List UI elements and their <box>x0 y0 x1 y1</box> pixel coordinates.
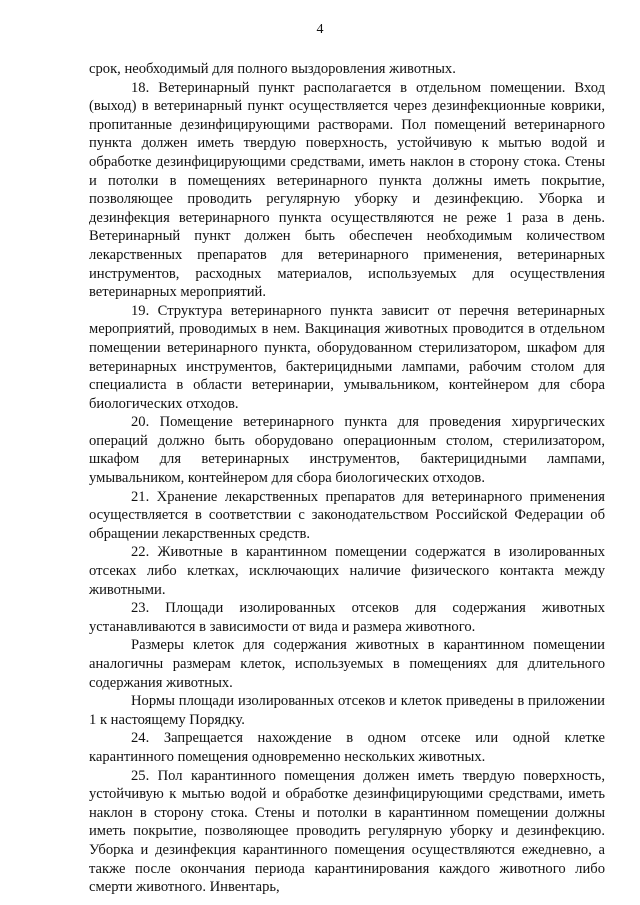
paragraph-area-norms: Нормы площади изолированных отсеков и клеток приведены в приложении 1 к настоящему Порядку. <box>89 693 605 728</box>
paragraph-19: 19. Структура ветеринарного пункта зависит от перечня ветеринарных мероприятий, проводимых в нем. Вакцинация животных проводится в отдельном помещении ветеринарного пункта, оборудованном стерилизатором, шкафом для ветеринарных инструментов, бактерицидными лампами, рабочим столом для специалиста в области ветеринарии, умывальником, контейнером для сбора биологических отходов. <box>89 302 605 412</box>
paragraph-25: 25. Пол карантинного помещения должен иметь твердую поверхность, устойчивую к мытью водой и обработке дезинфицирующими средствами, иметь наклон в сторону стока. Стены и потолки в карантинном помещении должны иметь покрытие, позволяющее проводить регулярную уборку и дезинфекцию. Уборка и дезинфекция карантинного помещения осуществляются ежедневно, а также после окончания периода карантинирования каждого животного либо смерти животного. Инвентарь, <box>89 767 605 896</box>
paragraph-24: 24. Запрещается нахождение в одном отсеке или одной клетке карантинного помещения одновременно нескольких животных. <box>89 730 605 765</box>
paragraph-23: 23. Площади изолированных отсеков для содержания животных устанавливаются в зависимости от вида и размера животного. <box>89 600 605 635</box>
paragraph-cage-sizes: Размеры клеток для содержания животных в карантинном помещении аналогичны размерам клеток, используемых в помещениях для длительного содержания животных. <box>89 637 605 691</box>
paragraph-20: 20. Помещение ветеринарного пункта для проведения хирургических операций должно быть оборудовано операционным столом, стерилизатором, шкафом для ветеринарных инструментов, бактерицидными лампами, умывальником, контейнером для сбора биологических отходов. <box>89 414 605 487</box>
paragraph-continuation: срок, необходимый для полного выздоровления животных. <box>89 61 456 77</box>
paragraph-18: 18. Ветеринарный пункт располагается в отдельном помещении. Вход (выход) в ветеринарный пункт осуществляется через дезинфекционные коврики, пропитанные дезинфицирующими растворами. Пол помещений ветеринарного пункта должен иметь твердую поверхность, устойчивую к мытью водой и обработке дезинфицирующими средствами, иметь наклон в сторону стока. Стены и потолки в помещениях ветеринарного пункта должны иметь покрытие, позволяющее проводить регулярную уборку и дезинфекцию. Уборка и дезинфекция ветеринарного пункта осуществляются не реже 1 раза в день. Ветеринарный пункт должен быть обеспечен необходимым количеством лекарственных препаратов для ветеринарного применения, ветеринарных инструментов, расходных материалов, используемых для осуществления ветеринарных мероприятий. <box>89 79 605 301</box>
document-body <box>89 60 605 897</box>
paragraph-22: 22. Животные в карантинном помещении содержатся в изолированных отсеках либо клетках, исключающих наличие физического контакта между животными. <box>89 544 605 598</box>
paragraph-21: 21. Хранение лекарственных препаратов для ветеринарного применения осуществляется в соответствии с законодательством Российской Федерации об обращении лекарственных средств. <box>89 488 605 542</box>
page-number: 4 <box>316 22 324 37</box>
